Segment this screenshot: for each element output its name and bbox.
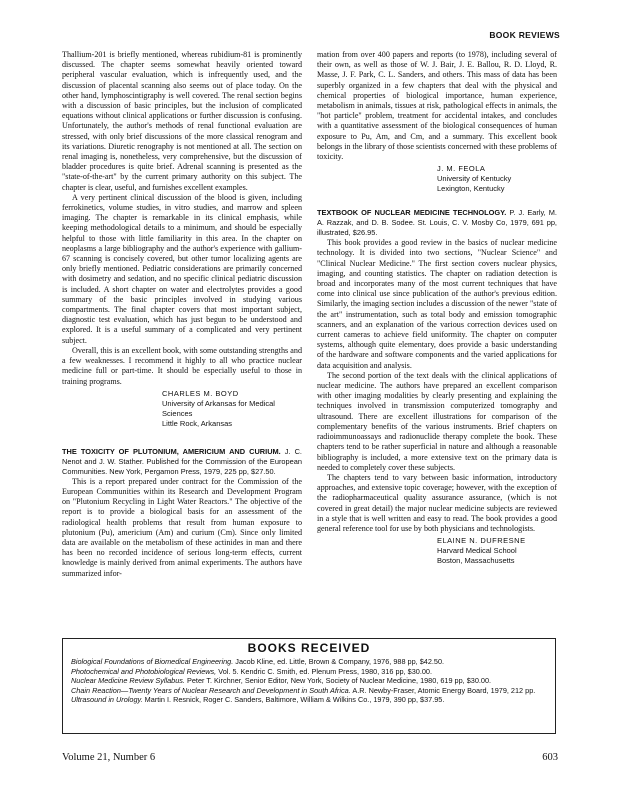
books-received-box <box>62 638 556 734</box>
review1-paragraph: Thallium-201 is briefly mentioned, whereas rubidium-81 is prominently discussed. The chapter seems somewhat heavily oriented toward peripheral vascular evaluation, which is infrequently used, and the discussion of placental scanning also seems out of place today. On the other hand, lymphoscintigraphy is well covered. The renal section begins with a discussion of basic principles, but the inclusion of complicated equations without clinical applications or further discussion is confusing. Unfortunately, the author's methods of renal functional evaluation are stressed, with only brief discussions of the more classical renogram and its variations. Diuretic renography is not mentioned at all. The section on renal imaging is, nonetheless, very comprehensive, but the discussion of bladder procedures is quite brief. Adrenal scanning is presented as the "state-of-the-art" by the current primary authority on this subject. The chapter is clear, useful, and furnishes excellent examples. <box>62 50 302 192</box>
review1-paragraph: Overall, this is an excellent book, with some outstanding strengths and a few weaknesses. I recommend it highly to all who practice nuclear medicine full or part-time. It should be especially useful to those in training programs. <box>62 345 302 386</box>
reviewer-signature <box>437 536 557 566</box>
right-column <box>317 50 557 566</box>
reviewer-signature <box>437 164 557 194</box>
page-number: 603 <box>542 752 558 763</box>
books-received-title: BOOKS RECEIVED <box>247 641 371 655</box>
review3-details: P. J. Early, M. A. Razzak, and D. B. Sodee. St. Louis, C. V. Mosby Co, 1979, 691 pp, illustrated, $26.95. <box>317 208 557 238</box>
list-item <box>71 686 547 696</box>
section-header: BOOK REVIEWS <box>489 30 560 40</box>
reviewer-location: Little Rock, Arkansas <box>162 418 233 428</box>
book-title: Ultrasound in Urology. <box>71 695 143 705</box>
book-details: Vol. 5. Kendric C. Smith, ed. Plenum Press, 1980, 316 pp, $30.00. <box>216 666 433 676</box>
list-item <box>71 657 547 667</box>
reviewer-affiliation: Harvard Medical School <box>437 546 517 556</box>
review3-paragraph: The chapters tend to vary between basic information, introductory approaches, and extensive topic coverage; however, with the exception of the radiopharmaceutical quality assurance assurance, (which is not covered in great detail) the major nuclear medicine subjects are reviewed in a style that is well written and easy to read. The book provides a good general reference tool for use by both physicians and technologists. <box>317 472 557 533</box>
review2-paragraph-continued: mation from over 400 papers and reports (to 1978), including several of their own, as well as those of W. J. Bair, J. E. Ballou, R. D. Lloyd, R. Masse, J. F. Park, C. L. Sanders, and others. This mass of data has been superbly organized in a few chapters that deal with the physical and chemical properties of biological importance, human experience, metabolism in animals, tissues at risk, pathological effects in animals, the "hot particle" problem, treatment for accidental intakes, and concludes with a quantitative assessment of the biological consequences of human exposure to Pu, Am, and Cm, and a summary. This excellent book belongs in the library of those scientists concerned with these problems of toxicity. <box>317 50 557 162</box>
book-details: Jacob Kline, ed. Little, Brown & Company, 1976, 988 pp, $42.50. <box>233 657 445 666</box>
review3-paragraph: This book provides a good review in the basics of nuclear medicine technology. It is divided into two sections, "Nuclear Science" and "Clinical Nuclear Medicine." The first section covers nuclear physics, imaging, and counting statistics. The chapter on radiation detection is broad and incorporates many of the most current techniques that have come into clinical use since publication of the author's previous edition. Similarly, the imaging section includes a discussion of the newer "state of the art" instrumentation, such as total body and emission tomographic scanners, and an explanation of the various correction devices used on current cameras to achieve field uniformity. The chapter on computer systems, although quite elementary, does provide a basic understanding of the hardware and software components and the varied applications for data acquisition and analysis. <box>317 238 557 370</box>
review3-paragraph: The second portion of the text deals with the clinical applications of nuclear medicine. The authors have prepared an excellent comparison with other imaging modalities by clearly presenting and explaining the techniques involved in transmission computerized tomography and ultrasound. There are excellent illustrations for comparison of the complementary benefits of the various instruments. Brief chapters on radioimmunoassays and radionuclide therapy complete the book. These chapters tend to be rather superficial in nature and although a reasonable bibliography is included, a more extensive text on the primary data is needed to completely cover these subjects. <box>317 370 557 472</box>
review2-title: THE TOXICITY OF PLUTONIUM, AMERICIUM AND CURIUM. <box>62 446 281 456</box>
review2-details: J. C. Nenot and J. W. Stather. Published for the Commission of the European Communities. New York, Pergamon Press, 1979, 225 pp, $27.50. <box>62 446 302 476</box>
list-item <box>71 695 547 705</box>
book-title: Nuclear Medicine Review Syllabus. <box>71 676 185 686</box>
footer-volume: Volume 21, Number 6 <box>62 752 156 763</box>
reviewer-signature <box>162 389 302 429</box>
book-details: Peter T. Kirchner, Senior Editor, New York, Society of Nuclear Medicine, 1980, 619 pp, $30.00. <box>184 676 492 686</box>
reviewer-name: J. M. FEOLA <box>437 164 486 174</box>
book-title: Chain Reaction—Twenty Years of Nuclear Research and Development in South Africa. <box>71 685 351 695</box>
book-details: Martin I. Resnick, Roger C. Sanders, Baltimore, William & Wilkins Co., 1979, 390 pp, $37.95. <box>142 695 445 705</box>
reviewer-location: Boston, Massachusetts <box>437 556 515 566</box>
reviewer-location: Lexington, Kentucky <box>437 184 505 194</box>
reviewer-name: CHARLES M. BOYD <box>162 388 239 398</box>
list-item <box>71 676 547 686</box>
book-title: Biological Foundations of Biomedical Engineering. <box>71 657 234 666</box>
review3-heading <box>317 208 557 238</box>
book-details: A.R. Newby-Fraser, Atomic Energy Board, 1979, 212 pp. <box>350 685 536 695</box>
reviewer-affiliation: University of Arkansas for Medical Sciences <box>162 398 275 418</box>
reviewer-name: ELAINE N. DUFRESNE <box>437 536 526 546</box>
list-item <box>71 667 547 677</box>
review1-paragraph: A very pertinent clinical discussion of the blood is given, including ferrokinetics, volume studies, in vitro studies, and marrow and spleen imaging. The chapter is remarkable in its clinical emphasis, while keeping methodological details to a minimum, and should be especially helpful to those with little familiarity in this area. In the chapter on neoplasms a large bibliography and the author's experience with gallium-67 scanning is concisely covered, but other tumor localizing agents are only briefly mentioned. Pediatric considerations are primarily concerned with dosimetry and sedation, and no specific clinical pediatric discussion is included. A short chapter on water and electrolytes provides a good summary of the basic principles involved in studying various compartments. The final chapter covers that most important subject, diagnostic test evaluation, which has just begun to be understood and explored. It is a useful summary of a complicated and very pertinent subject. <box>62 192 302 345</box>
book-title: Photochemical and Photobiological Reviews, <box>71 666 217 676</box>
review3-title: TEXTBOOK OF NUCLEAR MEDICINE TECHNOLOGY. <box>317 208 507 218</box>
reviewer-affiliation: University of Kentucky <box>437 174 512 184</box>
books-received-list <box>71 657 547 705</box>
review2-paragraph: This is a report prepared under contract for the Commission of the European Communities within its Research and Development Program on "Plutonium Recycling in Light Water Reactors." The objective of the report is to provide a biological basis for an assessment of the radiological health problems that result from human exposure to plutonium (Pu), americium (Am) and curium (Cm). Since only limited data are available on the metabolism of these actinides in man and there has been no recorded incidence of serious long-term effects, current knowledge is mainly derived from animal experiments. The authors have summarized infor- <box>62 476 302 578</box>
left-column <box>62 50 302 579</box>
review2-heading <box>62 447 302 477</box>
